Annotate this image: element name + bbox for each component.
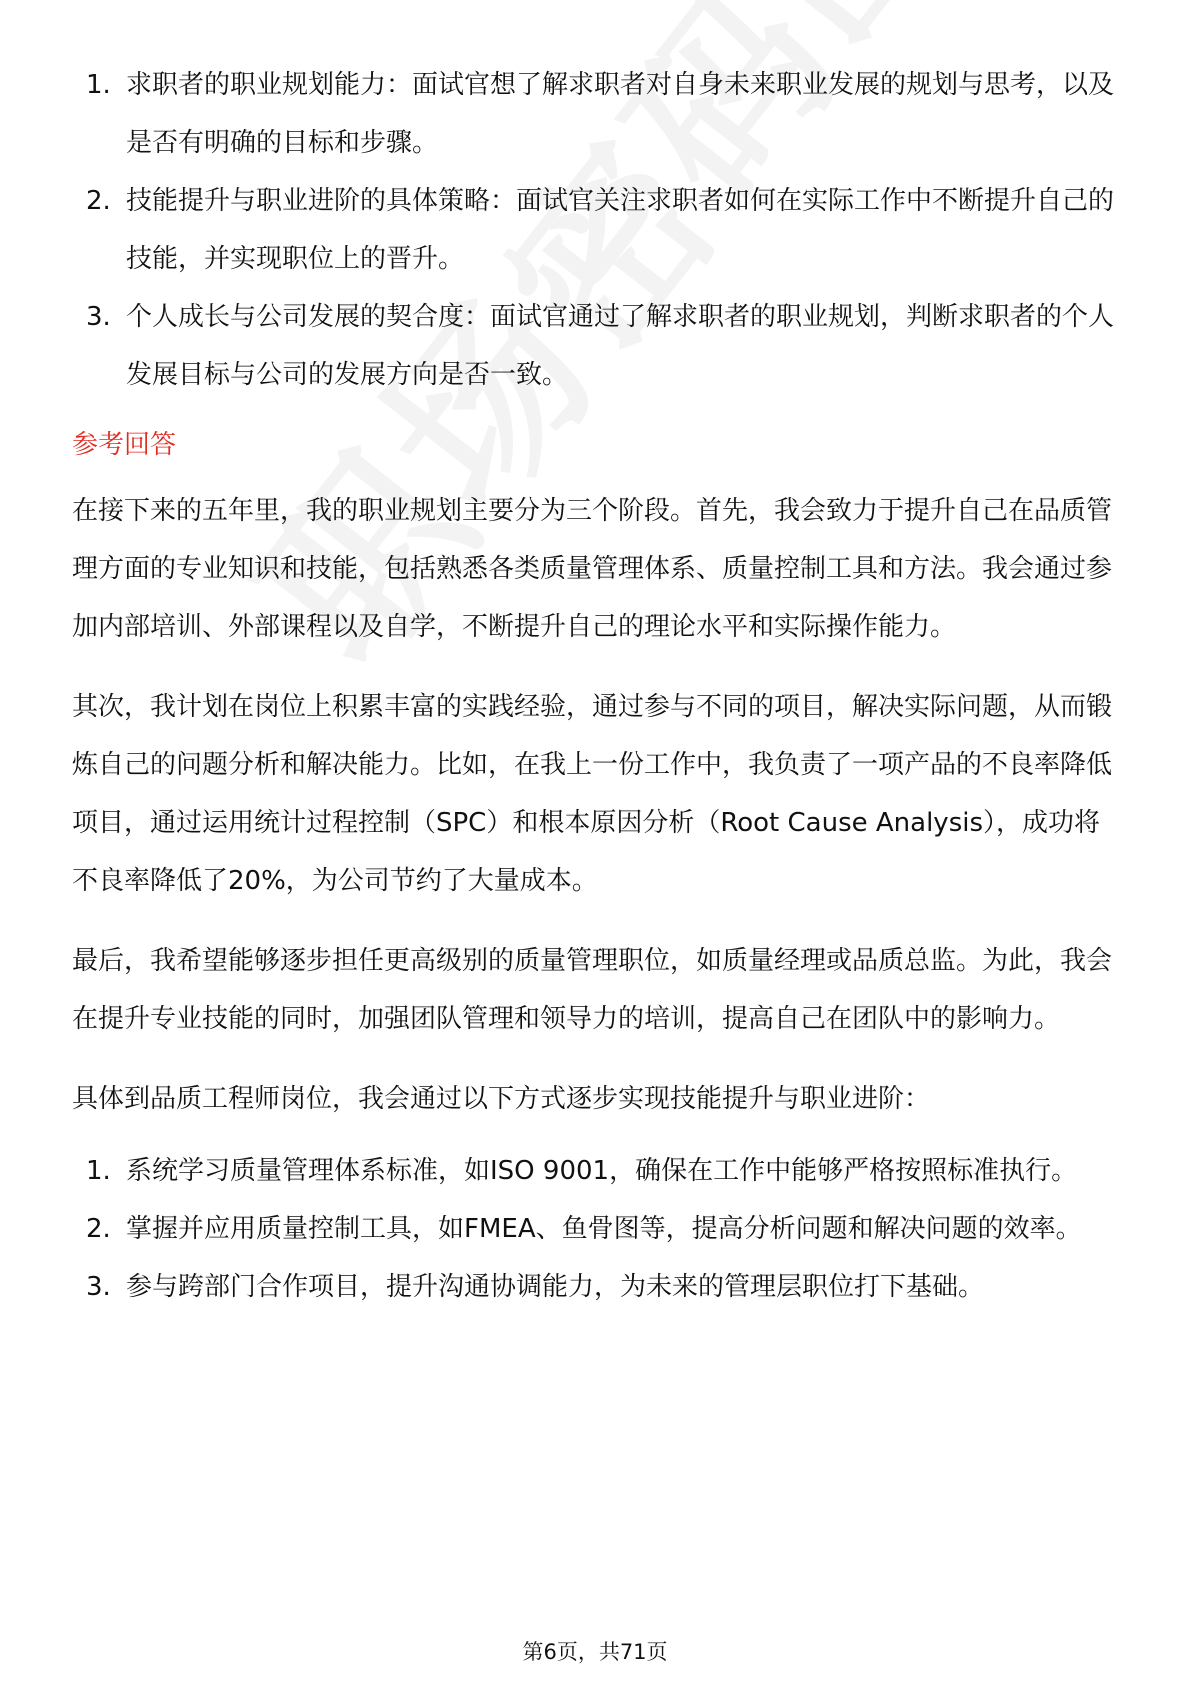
list-item-text: 个人成长与公司发展的契合度：面试官通过了解求职者的职业规划，判断求职者的个人发展目标与公司的发展方向是否一致。 (126, 302, 1115, 390)
list-item (72, 288, 1122, 404)
paragraph: 在接下来的五年里，我的职业规划主要分为三个阶段。首先，我会致力于提升自己在品质管理方面的专业知识和技能，包括熟悉各类质量管理体系、质量控制工具和方法。我会通过参加内部培训、外部课程以及自学，不断提升自己的理论水平和实际操作能力。 (72, 496, 1113, 642)
list-item-number: 3. (86, 1272, 111, 1302)
list-item (72, 1200, 1122, 1258)
list-item-text: 系统学习质量管理体系标准，如ISO 9001，确保在工作中能够严格按照标准执行。 (126, 1156, 1078, 1186)
list-item (72, 56, 1122, 172)
list-item (72, 172, 1122, 288)
paragraph: 最后，我希望能够逐步担任更高级别的质量管理职位，如质量经理或品质总监。为此，我会在提升专业技能的同时，加强团队管理和领导力的培训，提高自己在团队中的影响力。 (72, 946, 1113, 1034)
document-body (72, 56, 1122, 1316)
page-footer: 第6页，共71页 (522, 1640, 668, 1664)
list-item-number: 3. (86, 302, 111, 332)
list-item-number: 1. (86, 70, 111, 100)
steps-list (72, 1142, 1122, 1316)
list-item-number: 1. (86, 1156, 111, 1186)
list-item-text: 求职者的职业规划能力：面试官想了解求职者对自身未来职业发展的规划与思考，以及是否有明确的目标和步骤。 (126, 70, 1115, 158)
answer-heading: 参考回答 (72, 430, 177, 460)
paragraph: 具体到品质工程师岗位，我会通过以下方式逐步实现技能提升与职业进阶： (72, 1084, 931, 1114)
list-item (72, 1142, 1122, 1200)
list-item-text: 掌握并应用质量控制工具，如FMEA、鱼骨图等，提高分析问题和解决问题的效率。 (126, 1214, 1082, 1244)
list-item-text: 技能提升与职业进阶的具体策略：面试官关注求职者如何在实际工作中不断提升自己的技能，并实现职位上的晋升。 (126, 186, 1115, 274)
intro-list (72, 56, 1122, 404)
paragraph: 其次，我计划在岗位上积累丰富的实践经验，通过参与不同的项目，解决实际问题，从而锻炼自己的问题分析和解决能力。比如，在我上一份工作中，我负责了一项产品的不良率降低项目，通过运用统计过程控制（SPC）和根本原因分析（Root Cause Analysis），成功将不良率降低了20%，为公司节约了大量成本。 (72, 692, 1113, 896)
list-item-number: 2. (86, 1214, 111, 1244)
list-item-text: 参与跨部门合作项目，提升沟通协调能力，为未来的管理层职位打下基础。 (126, 1272, 985, 1302)
list-item (72, 1258, 1122, 1316)
list-item-number: 2. (86, 186, 111, 216)
